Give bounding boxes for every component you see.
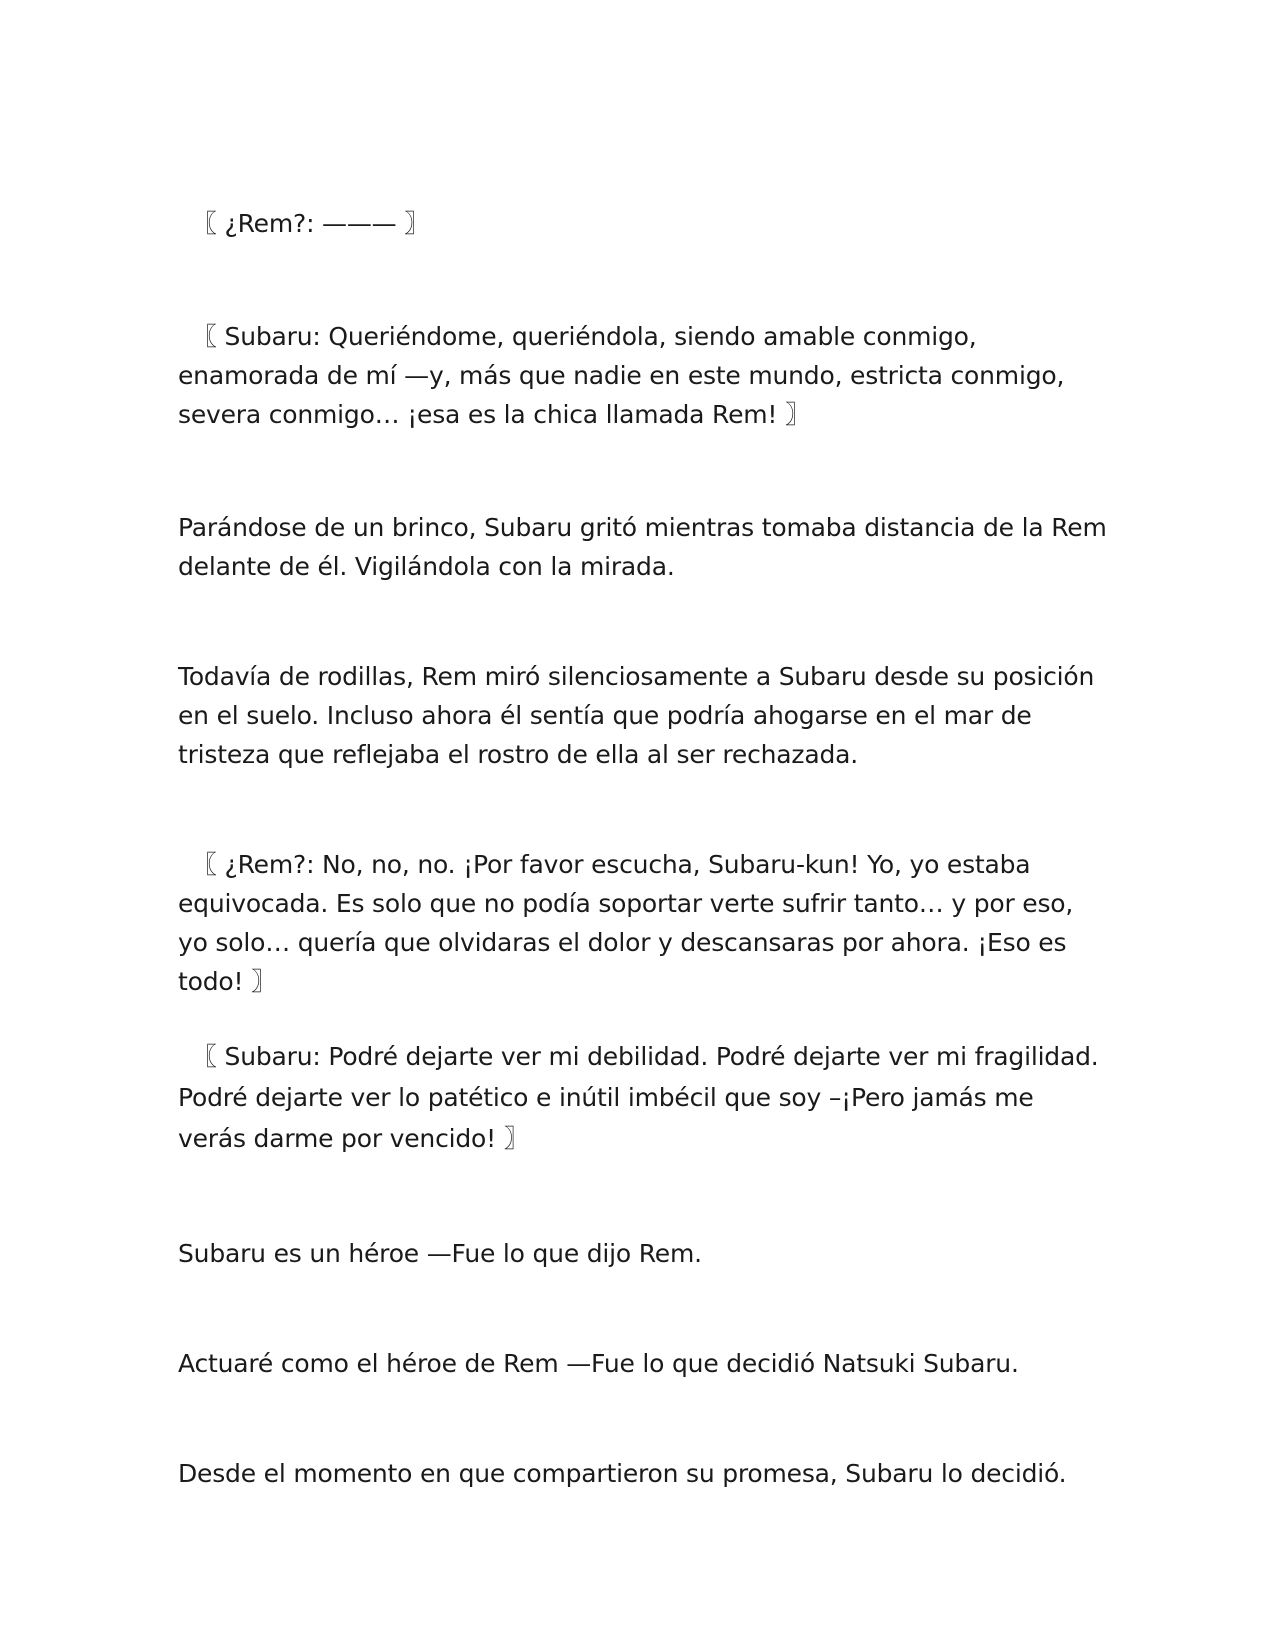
dialogue-subaru-resolve: 〖 Subaru: Podré dejarte ver mi debilidad. Podré dejarte ver mi fragilidad. Podré dejarte ver lo patético e inútil imbécil que soy –¡Pero jamás me verás darme por vencido! 〗 xyxy=(178,1042,1099,1153)
narration-paragraph: Actuaré como el héroe de Rem —Fue lo que decidió Natsuki Subaru. xyxy=(178,1349,1019,1378)
narration-paragraph: Desde el momento en que compartieron su promesa, Subaru lo decidió. xyxy=(178,1459,1067,1488)
dialogue-rem-plea: 〖 ¿Rem?: No, no, no. ¡Por favor escucha, Subaru-kun! Yo, yo estaba equivocada. Es solo que no podía soportar verte sufrir tanto… y por eso, yo solo… quería que olvidaras el dolor y descansaras por ahora. ¡Eso es todo! 〗 xyxy=(178,850,1074,996)
narration-paragraph: Todavía de rodillas, Rem miró silenciosamente a Subaru desde su posición en el suelo. Incluso ahora él sentía que podría ahogarse en el mar de tristeza que reflejaba el rostro de ella al ser rechazada. xyxy=(178,662,1095,769)
narration-paragraph: Subaru es un héroe —Fue lo que dijo Rem. xyxy=(178,1239,702,1268)
dialogue-subaru-rem-description: 〖 Subaru: Queriéndome, queriéndola, siendo amable conmigo, enamorada de mí —y, más que nadie en este mundo, estricta conmigo, severa conmigo… ¡esa es la chica llamada Rem! 〗 xyxy=(178,322,1065,429)
dialogue-rem-silence: 〖 ¿Rem?: ——— 〗 xyxy=(192,209,429,238)
narration-paragraph: Parándose de un brinco, Subaru gritó mientras tomaba distancia de la Rem delante de él. Vigilándola con la mirada. xyxy=(178,513,1107,581)
